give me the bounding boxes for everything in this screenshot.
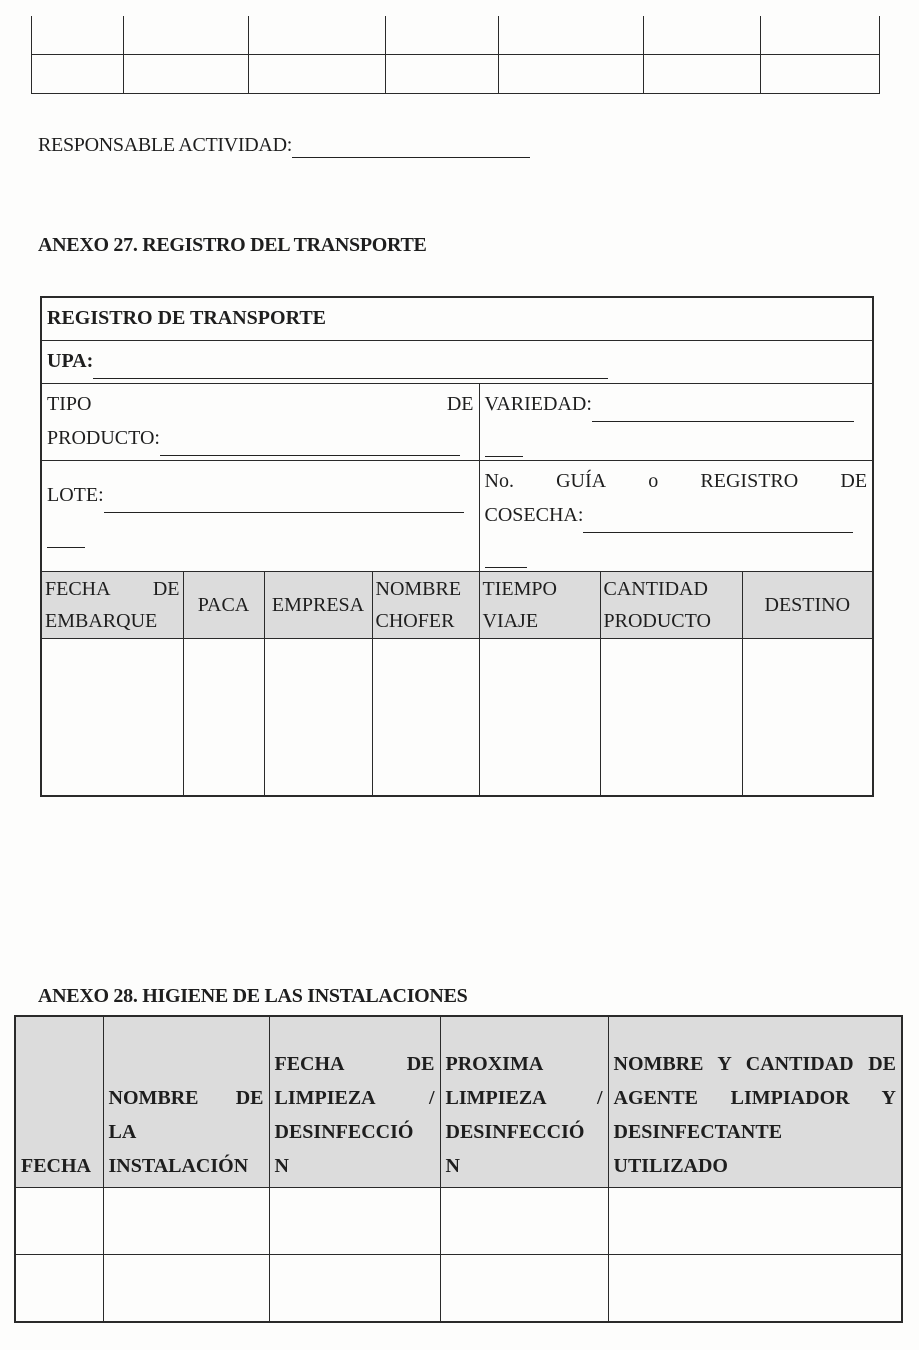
guia-field bbox=[479, 461, 873, 572]
variedad-label: VARIEDAD: bbox=[484, 393, 592, 415]
header-text: VIAJE bbox=[482, 610, 539, 632]
table-cell[interactable] bbox=[372, 639, 479, 797]
header-text: FECHA DE bbox=[274, 1053, 435, 1075]
table-cell[interactable] bbox=[183, 639, 264, 797]
annex27-heading: ANEXO 27. REGISTRO DEL TRANSPORTE bbox=[38, 234, 427, 256]
table-cell[interactable] bbox=[608, 1188, 902, 1255]
tipo-producto-field bbox=[41, 384, 479, 461]
column-header-nombre-instalacion bbox=[103, 1016, 269, 1188]
table-cell[interactable] bbox=[761, 16, 880, 55]
column-header-fecha-limpieza bbox=[269, 1016, 440, 1188]
header-text: UTILIZADO bbox=[613, 1155, 728, 1177]
guia-word: o bbox=[648, 470, 659, 492]
header-text: DE bbox=[152, 578, 180, 600]
column-header-nombre-chofer bbox=[372, 572, 479, 639]
column-header-paca: PACA bbox=[183, 572, 264, 639]
table-cell[interactable] bbox=[440, 1188, 608, 1255]
table-cell[interactable] bbox=[249, 55, 386, 94]
header-text: DESINFECCIÓ bbox=[445, 1121, 585, 1143]
table-cell[interactable] bbox=[103, 1255, 269, 1323]
table-cell[interactable] bbox=[440, 1255, 608, 1323]
header-text: AGENTE LIMPIADOR Y bbox=[613, 1087, 896, 1109]
upa-label: UPA: bbox=[47, 350, 94, 372]
column-header-fecha-embarque bbox=[41, 572, 183, 639]
responsable-blank[interactable] bbox=[292, 134, 530, 158]
header-text: N bbox=[445, 1155, 460, 1177]
table-cell[interactable] bbox=[499, 55, 644, 94]
header-text: DESINFECCIÓ bbox=[274, 1121, 414, 1143]
guia-word: GUÍA bbox=[556, 470, 607, 492]
header-text: NOMBRE bbox=[375, 578, 462, 600]
header-text: LIMPIEZA / bbox=[274, 1087, 435, 1109]
guia-word: No. bbox=[484, 470, 514, 492]
table-cell[interactable] bbox=[32, 55, 124, 94]
header-text: LA bbox=[108, 1121, 137, 1143]
lote-label: LOTE: bbox=[47, 484, 104, 506]
table-cell[interactable] bbox=[644, 16, 761, 55]
annex28-heading: ANEXO 28. HIGIENE DE LAS INSTALACIONES bbox=[38, 985, 468, 1007]
column-header-fecha bbox=[15, 1016, 103, 1188]
table-cell[interactable] bbox=[103, 1188, 269, 1255]
table-cell[interactable] bbox=[15, 1188, 103, 1255]
guia-blank-2[interactable] bbox=[485, 533, 527, 568]
table-cell[interactable] bbox=[386, 55, 499, 94]
guia-blank[interactable] bbox=[583, 498, 853, 533]
transport-register-form bbox=[40, 296, 874, 797]
cosecha-label: COSECHA: bbox=[484, 504, 584, 526]
header-text: CHOFER bbox=[375, 610, 455, 632]
producto-label: PRODUCTO: bbox=[47, 427, 160, 449]
table-cell[interactable] bbox=[608, 1255, 902, 1323]
header-text: EMBARQUE bbox=[45, 610, 158, 632]
table-cell[interactable] bbox=[644, 55, 761, 94]
header-text: INSTALACIÓN bbox=[108, 1155, 249, 1177]
table-cell[interactable] bbox=[742, 639, 873, 797]
header-text: TIEMPO bbox=[482, 578, 557, 600]
header-text: N bbox=[274, 1155, 289, 1177]
variedad-blank[interactable] bbox=[592, 387, 854, 422]
hygiene-table bbox=[14, 1015, 903, 1323]
table-cell[interactable] bbox=[600, 639, 742, 797]
table-cell[interactable] bbox=[264, 639, 372, 797]
column-header-empresa: EMPRESA bbox=[264, 572, 372, 639]
header-text: NOMBRE DE bbox=[108, 1087, 264, 1109]
table-cell[interactable] bbox=[32, 16, 124, 55]
tipo-producto-blank[interactable] bbox=[160, 421, 460, 456]
table-cell[interactable] bbox=[124, 55, 249, 94]
header-text: NOMBRE Y CANTIDAD DE bbox=[613, 1053, 896, 1075]
column-header-agente-limpiador bbox=[608, 1016, 902, 1188]
table-cell[interactable] bbox=[386, 16, 499, 55]
table-cell[interactable] bbox=[479, 639, 600, 797]
table-cell[interactable] bbox=[761, 55, 880, 94]
previous-annex-table bbox=[31, 16, 880, 94]
table-cell[interactable] bbox=[269, 1255, 440, 1323]
table-cell[interactable] bbox=[499, 16, 644, 55]
header-text: PROXIMA bbox=[445, 1053, 544, 1075]
lote-field bbox=[41, 461, 479, 572]
variedad-blank-2[interactable] bbox=[485, 422, 523, 457]
upa-blank[interactable] bbox=[93, 344, 608, 379]
column-header-proxima-limpieza bbox=[440, 1016, 608, 1188]
guia-word: REGISTRO bbox=[700, 470, 799, 492]
table-cell[interactable] bbox=[124, 16, 249, 55]
guia-word: DE bbox=[840, 470, 868, 492]
form-title: REGISTRO DE TRANSPORTE bbox=[41, 297, 873, 341]
variedad-field bbox=[479, 384, 873, 461]
header-text: FECHA bbox=[45, 578, 111, 600]
column-header-destino: DESTINO bbox=[742, 572, 873, 639]
tipo-label: TIPO bbox=[47, 393, 92, 415]
lote-blank[interactable] bbox=[104, 478, 464, 513]
header-text: PRODUCTO bbox=[603, 610, 711, 632]
table-cell[interactable] bbox=[41, 639, 183, 797]
table-cell[interactable] bbox=[15, 1255, 103, 1323]
header-text: FECHA bbox=[21, 1155, 91, 1177]
tipo-de-label: DE bbox=[446, 393, 474, 415]
table-cell[interactable] bbox=[269, 1188, 440, 1255]
header-text: LIMPIEZA / bbox=[445, 1087, 603, 1109]
responsable-label: RESPONSABLE ACTIVIDAD: bbox=[38, 134, 292, 156]
column-header-tiempo-viaje bbox=[479, 572, 600, 639]
column-header-cantidad-producto bbox=[600, 572, 742, 639]
responsable-field bbox=[38, 134, 530, 158]
upa-field bbox=[41, 341, 873, 384]
header-text: CANTIDAD bbox=[603, 578, 708, 600]
table-cell[interactable] bbox=[249, 16, 386, 55]
lote-blank-2[interactable] bbox=[47, 513, 85, 548]
header-text: DESINFECTANTE bbox=[613, 1121, 783, 1143]
